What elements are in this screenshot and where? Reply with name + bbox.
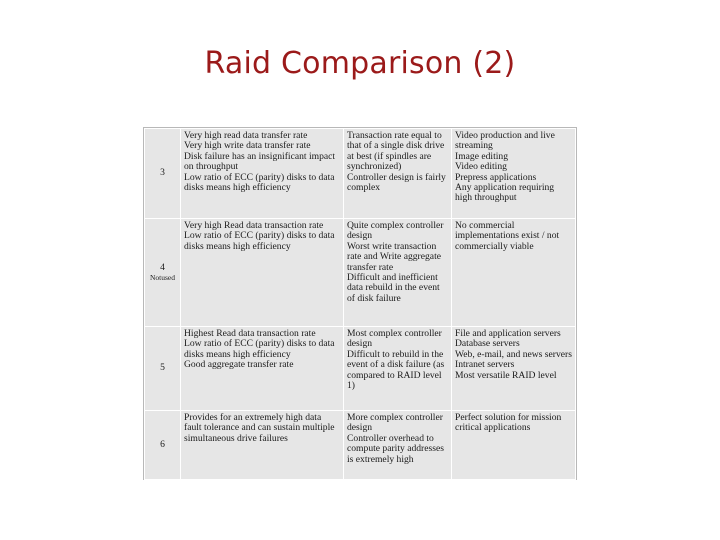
advantages-cell xyxy=(181,411,344,480)
raid-level-number: 5 xyxy=(160,362,165,374)
application-item: Perfect solution for mission critical applications xyxy=(455,412,562,434)
advantage-item: Very high Read data transaction rate xyxy=(184,220,324,231)
advantage-item: Very high read data transfer rate xyxy=(184,130,308,141)
raid-comparison-table-image xyxy=(143,127,577,480)
disadvantage-item: Most complex controller design xyxy=(347,328,442,350)
applications-cell xyxy=(452,411,576,480)
disadvantages-cell xyxy=(344,327,452,411)
disadvantages-cell xyxy=(344,411,452,480)
disadvantage-item: Difficult to rebuild in the event of a disk failure (as compared to RAID level 1) xyxy=(347,348,445,392)
application-item: No commercial implementations exist / not commercially viable xyxy=(455,220,560,252)
disadvantage-item: Quite complex controller design xyxy=(347,220,444,242)
raid-level-cell xyxy=(145,219,181,327)
raid-level-cell xyxy=(145,129,181,219)
raid-level-number: 4 xyxy=(160,261,165,273)
disadvantage-item: Worst write transaction rate and Write aggregate transfer rate xyxy=(347,240,441,273)
raid-level-cell xyxy=(145,327,181,411)
table-row-raid-4 xyxy=(145,219,576,327)
disadvantages-cell xyxy=(344,129,452,219)
raid-level-note: Notused xyxy=(150,273,175,283)
application-item: Image editing xyxy=(455,150,509,162)
advantage-item: Low ratio of ECC (parity) disks to data disks means high efficiency xyxy=(184,171,335,194)
application-item: Prepress applications xyxy=(455,171,537,183)
table-row-raid-3 xyxy=(145,129,576,219)
disadvantage-item: Difficult and inefficient data rebuild in the event of disk failure xyxy=(347,272,440,304)
disadvantage-item: Transaction rate equal to that of a single disk drive at best (if spindles are synchronized) xyxy=(347,130,445,173)
disadvantage-item: More complex controller design xyxy=(347,412,443,434)
advantage-item: Very high write data transfer rate xyxy=(184,140,311,152)
disadvantage-item: Controller overhead to compute parity addresses is extremely high xyxy=(347,432,444,465)
application-item: Any application requiring high throughput xyxy=(455,182,555,204)
application-item: Web, e-mail, and news servers xyxy=(455,348,572,360)
advantage-item: Low ratio of ECC (parity) disks to data disks means high efficiency xyxy=(184,338,335,360)
applications-cell xyxy=(452,219,576,327)
advantage-item: Good aggregate transfer rate xyxy=(184,359,294,371)
advantage-item: Highest Read data transaction rate xyxy=(184,328,316,339)
applications-cell xyxy=(452,129,576,219)
disadvantages-cell xyxy=(344,219,452,327)
advantage-item: Disk failure has an insignificant impact on throughput xyxy=(184,150,336,173)
advantages-cell xyxy=(181,129,344,219)
application-item: Intranet servers xyxy=(455,359,515,371)
application-item: Video editing xyxy=(455,161,507,173)
advantage-item: Provides for an extremely high data fault tolerance and can sustain multiple simultaneous drive failures xyxy=(184,412,335,444)
applications-cell xyxy=(452,327,576,411)
raid-level-number: 3 xyxy=(160,167,165,179)
table-row-raid-5 xyxy=(145,327,576,411)
application-item: File and application servers xyxy=(455,328,561,339)
application-item: Video production and live streaming xyxy=(455,130,555,152)
raid-level-number: 6 xyxy=(160,438,165,450)
application-item: Database servers xyxy=(455,338,520,350)
raid-comparison-table xyxy=(144,128,576,480)
advantage-item: Low ratio of ECC (parity) disks to data disks means high efficiency xyxy=(184,230,335,252)
table-row-raid-6 xyxy=(145,411,576,480)
advantages-cell xyxy=(181,327,344,411)
disadvantage-item: Controller design is fairly complex xyxy=(347,171,446,194)
advantages-cell xyxy=(181,219,344,327)
application-item: Most versatile RAID level xyxy=(455,369,557,381)
raid-level-cell xyxy=(145,411,181,480)
slide-title: Raid Comparison (2) xyxy=(204,46,516,81)
